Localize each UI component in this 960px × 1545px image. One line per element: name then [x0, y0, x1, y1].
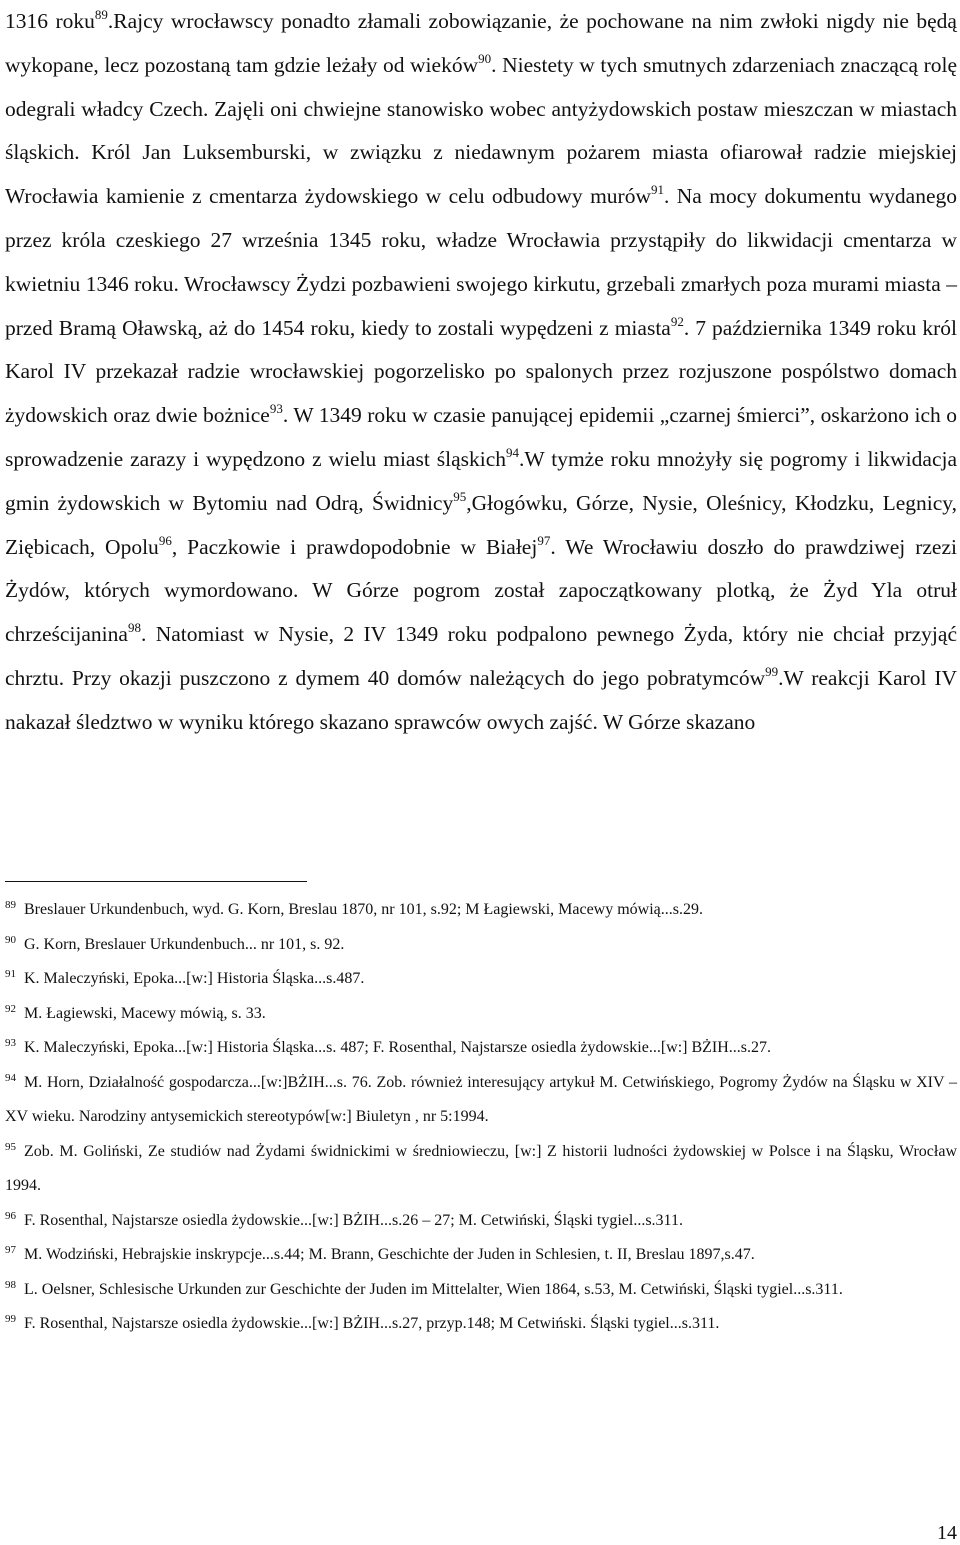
footnote-text: L. Oelsner, Schlesische Urkunden zur Geschichte der Juden im Mittelalter, Wien 1864, s.53, M. Cetwiński, Śląski tygiel...s.311.	[24, 1280, 843, 1298]
body-text-segment: . Na mocy dokumentu wydanego przez króla czeskiego 27 września 1345 roku, władze Wrocławia przystąpiły do likwidacji cmentarza w kwietniu 1346 roku. Wrocławscy Żydzi pozbawieni swojego kirkutu, grzebali zmarłych poza murami miasta – przed Bramą Oławską, aż do 1454 roku, kiedy to zostali wypędzeni z miasta	[5, 184, 957, 340]
footnote-number: 89	[5, 899, 16, 911]
body-text-segment: ,Głogówku, Górze, Nysie, Oleśnicy, Kłodzku, Legnicy, Ziębicach, Opolu	[5, 490, 958, 559]
body-paragraph	[5, 0, 957, 745]
body-text-segment: . We Wrocławiu doszło do prawdziwej rzezi Żydów, których wymordowano. W Górze pogrom został zapoczątkowany plotką, że Żyd Yla otruł chrześcijanina	[5, 534, 957, 647]
footnote-text: Zob. M. Goliński, Ze studiów nad Żydami świdnickimi w średniowieczu, [w:] Z historii ludności żydowskiej w Polsce i na Śląsku, Wrocław 1994.	[5, 1142, 957, 1194]
footnote-reference: 98	[127, 620, 141, 636]
body-text-segment: , Paczkowie i prawdopodobnie w Białej	[171, 534, 538, 559]
footnote-reference: 93	[269, 401, 283, 417]
body-text-segment: .W tymże roku mnożyły się pogromy i likwidacja gmin żydowskich w Bytomiu nad Odrą, Świdnicy	[5, 446, 957, 515]
body-text-segment: .Rajcy wrocławscy ponadto złamali zobowiązanie, że pochowane na nim zwłoki nigdy nie będą wykopane, lecz pozostaną tam gdzie leżały od wieków	[5, 9, 957, 77]
footnote-number: 91	[5, 968, 16, 980]
footnote	[5, 893, 957, 928]
body-text-segment: .W reakcji Karol IV nakazał śledztwo w wyniku którego skazano sprawców owych zajść. W Górze skazano	[5, 665, 958, 734]
footnote	[5, 962, 957, 997]
footnote-number: 97	[5, 1244, 16, 1256]
page-number: 14	[937, 1522, 957, 1544]
footnote	[5, 1204, 957, 1239]
footnotes	[5, 893, 957, 1342]
footnote-reference: 91	[650, 182, 664, 198]
footnote-number: 98	[5, 1278, 16, 1291]
body-text-segment: . Niestety w tych smutnych zdarzeniach znaczącą rolę odegrali władcy Czech. Zajęli oni chwiejne stanowisko wobec antyżydowskich postaw mieszczan w miastach śląskich. Król Jan Luksemburski, w związku z niedawnym pożarem miasta ofiarował radzie miejskiej Wrocławia kamienie z cmentarza żydowskiego w celu odbudowy murów	[5, 52, 957, 209]
footnote-text: F. Rosenthal, Najstarsze osiedla żydowskie...[w:] BŻIH...s.26 – 27; M. Cetwiński, Śląski tygiel...s.311.	[24, 1211, 683, 1229]
footnote-reference: 89	[94, 7, 108, 22]
footnote-text: M. Wodziński, Hebrajskie inskrypcje...s.44; M. Brann, Geschichte der Juden in Schlesien, t. II, Breslau 1897,s.47.	[24, 1246, 755, 1263]
footnote	[5, 1031, 957, 1066]
footnote	[5, 1238, 957, 1273]
footnote-text: G. Korn, Breslauer Urkundenbuch... nr 101, s. 92.	[24, 935, 345, 953]
footnote-text: K. Maleczyński, Epoka...[w:] Historia Śląska...s. 487; F. Rosenthal, Najstarsze osiedla żydowskie...[w:] BŻIH...s.27.	[24, 1039, 772, 1056]
footnote	[5, 928, 957, 963]
footnote-text: K. Maleczyński, Epoka...[w:] Historia Śląska...s.487.	[24, 970, 365, 987]
footnote-number: 94	[5, 1071, 16, 1084]
footnote-text: M. Horn, Działalność gospodarcza...[w:]BŻIH...s. 76. Zob. również interesujący artykuł M. Cetwińskiego, Pogromy Żydów na Śląsku w XIV – XV wieku. Narodziny antysemickich stereotypów[w:] Biuletyn , nr 5:1994.	[5, 1073, 957, 1125]
footnote-reference: 90	[478, 50, 492, 66]
body-text-segment: . 7 października 1349 roku król Karol IV przekazał radzie wrocławskiej pogorzelisko po spalonych przez rozjuszone pospólstwo domach żydowskich oraz dwie bożnice	[5, 315, 957, 428]
body-text-segment: . W 1349 roku w czasie panującej epidemii „czarnej śmierci”, oskarżono ich o sprowadzenie zarazy i wypędzono z wielu miast śląskich	[5, 403, 957, 471]
footnote-reference: 92	[670, 313, 684, 329]
footnote	[5, 1273, 957, 1308]
footnote-reference: 99	[765, 663, 779, 679]
footnote-number: 96	[5, 1209, 16, 1222]
footnote	[5, 1135, 957, 1204]
footnote-text: Breslauer Urkundenbuch, wyd. G. Korn, Breslau 1870, nr 101, s.92; M Łagiewski, Macewy mówią...s.29.	[24, 901, 703, 918]
body-text-segment: 1316 roku	[5, 9, 95, 33]
footnote	[5, 997, 957, 1032]
footnote-number: 95	[5, 1140, 16, 1153]
footnote-separator	[5, 881, 307, 882]
footnote-number: 93	[5, 1037, 16, 1049]
footnote-number: 92	[5, 1002, 16, 1015]
footnote-text: F. Rosenthal, Najstarsze osiedla żydowskie...[w:] BŻIH...s.27, przyp.148; M Cetwiński. Śląski tygiel...s.311.	[24, 1315, 720, 1332]
footnote	[5, 1307, 957, 1342]
footnote-reference: 95	[453, 488, 467, 504]
footnote-reference: 96	[158, 532, 172, 548]
footnote-number: 99	[5, 1313, 16, 1325]
footnote	[5, 1066, 957, 1135]
footnote-text: M. Łagiewski, Macewy mówią, s. 33.	[24, 1004, 266, 1022]
footnote-reference: 94	[506, 444, 520, 460]
footnote-reference: 97	[537, 532, 551, 548]
body-text-segment: . Natomiast w Nysie, 2 IV 1349 roku podpalono pewnego Żyda, który nie chciał przyjąć chrztu. Przy okazji puszczono z dymem 40 domów należących do jego pobratymców	[5, 622, 957, 690]
footnote-number: 90	[5, 933, 16, 946]
